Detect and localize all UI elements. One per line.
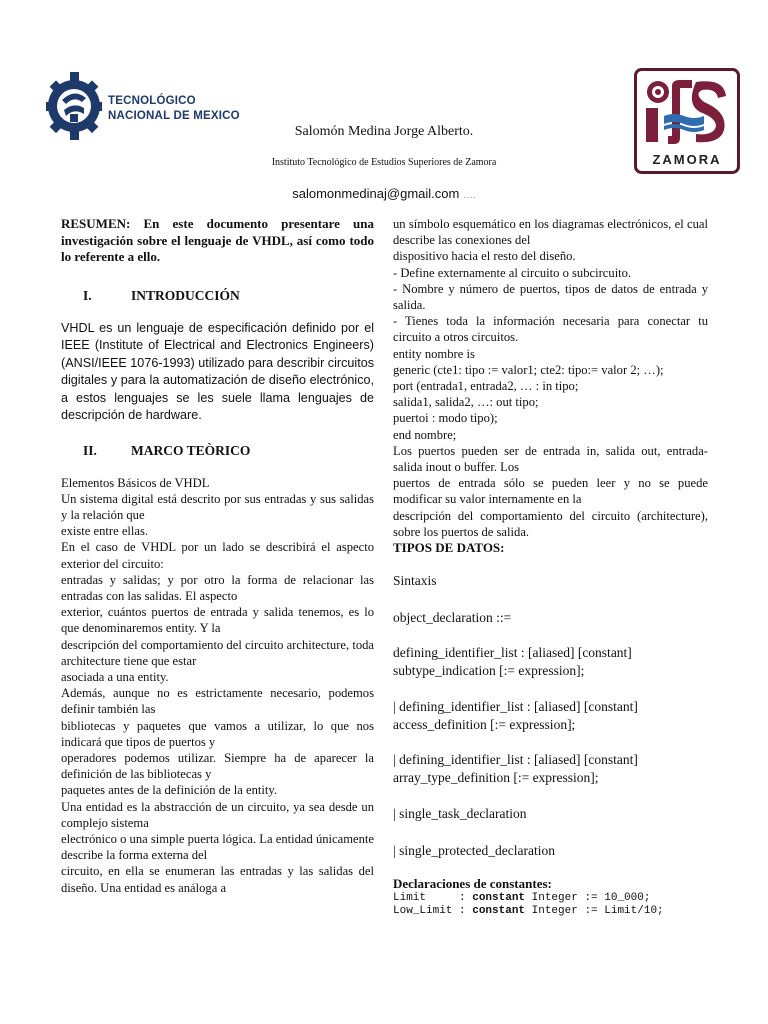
text-line: puertoi : modo tipo); — [393, 411, 498, 426]
code-text: Limit : — [393, 892, 473, 905]
text-line: Un sistema digital está descrito por sus entradas y sus salidas y la relación que — [61, 491, 374, 522]
text-line: - Nombre y número de puertos, tipos de datos de entrada y salida. — [393, 281, 708, 313]
tipos-heading: TIPOS DE DATOS: — [393, 540, 505, 556]
text-line: entity nombre is — [393, 346, 475, 361]
tecnm-line2: NACIONAL DE MEXICO — [108, 110, 240, 122]
author-name: Salomón Medina Jorge Alberto. — [294, 124, 474, 139]
intro-paragraph: VHDL es un lenguaje de especificación definido por el IEEE (Institute of Electrical and Electronics Engineers) (ANSI/IEEE 1076-1993) utilizado para describir circuitos digitales y para la automatización de diseño electrónico, a estos lenguajes se les suele llama lenguajes de descripción de hardware. — [61, 320, 374, 422]
right-column — [393, 216, 708, 918]
syntax-line: access_definition [:= expression]; — [393, 716, 576, 732]
code-text: Integer := Limit/10; — [525, 905, 664, 918]
author-email — [0, 186, 768, 201]
zamora-logo-text: ZAMORA — [652, 152, 722, 167]
syntax-line: | defining_identifier_list : [aliased] [constant] — [393, 699, 638, 715]
section-number: I. — [83, 287, 92, 303]
text-line: electrónico o una simple puerta lógica. La entidad únicamente describe la forma externa del — [61, 831, 374, 863]
text-line: salida1, salida2, …: out tipo; — [393, 395, 539, 410]
syntax-line: defining_identifier_list : [aliased] [constant] — [393, 645, 632, 661]
text-line: un símbolo esquemático en los diagramas electrónicos, el cual describe las conexiones del — [393, 217, 708, 248]
email-address: salomonmedinaj@gmail.com — [292, 186, 460, 201]
constantes-heading: Declaraciones de constantes: — [393, 876, 552, 892]
text-line: - Tienes toda la información necesaria para conectar tu circuito a otros circuitos. — [393, 314, 708, 345]
text-line: paquetes antes de la definición de la entity. — [61, 783, 277, 798]
syntax-block — [393, 572, 708, 859]
email-suffix: …. — [462, 190, 476, 201]
text-line: descripción del comportamiento del circuito architecture, toda architecture tiene que estar — [61, 637, 374, 668]
code-text: Low_Limit : — [393, 905, 473, 918]
code-line — [393, 892, 708, 905]
zamora-logo — [634, 68, 740, 174]
text-line: existe entre ellas. — [61, 524, 149, 539]
text-line: end nombre; — [393, 427, 457, 442]
text-line: Una entidad es la abstracción de un circuito, ya sea desde un complejo sistema — [61, 799, 374, 830]
text-line: circuito, en ella se enumeran las entradas y las salidas del diseño. Una entidad es análoga a — [61, 864, 374, 895]
text-line: generic (cte1: tipo := valor1; cte2: tipo:= valor 2; …); — [393, 362, 664, 377]
text-line: port (entrada1, entrada2, … : in tipo; — [393, 379, 579, 394]
section-title: MARCO TEÒRICO — [131, 442, 251, 458]
section-number: II. — [83, 442, 97, 458]
code-line — [393, 905, 708, 918]
text-line: En el caso de VHDL por un lado se describirá el aspecto exterior del circuito: — [61, 540, 374, 571]
left-column — [61, 216, 374, 896]
code-keyword: constant — [472, 905, 526, 918]
section-heading-intro — [61, 288, 374, 304]
sintaxis-label: Sintaxis — [393, 573, 437, 589]
syntax-line: object_declaration ::= — [393, 609, 512, 625]
institute-name: Instituto Tecnológico de Estudios Superiores de Zamora — [271, 157, 497, 168]
code-text: Integer := 10_000; — [525, 892, 651, 905]
text-line: - Define externamente al circuito o subcircuito. — [393, 265, 632, 280]
syntax-line: subtype_indication [:= expression]; — [393, 662, 585, 678]
text-line: Elementos Básicos de VHDL — [61, 475, 210, 490]
code-keyword: constant — [472, 892, 526, 905]
syntax-line: | single_protected_declaration — [393, 842, 556, 858]
text-line: puertos de entrada sólo se pueden leer y no se puede modificar su valor internamente en la — [393, 476, 708, 507]
text-line: bibliotecas y paquetes que vamos a utilizar, lo que nos indicará que tipos de puertos y — [61, 718, 374, 749]
text-line: dispositivo hacia el resto del diseño. — [393, 249, 576, 264]
text-line: operadores podemos utilizar. Siempre ha de aparecer la definición de las bibliotecas y — [61, 750, 374, 782]
section-heading-marco — [61, 443, 374, 459]
tecnm-line1: TECNOLÓGICO — [108, 95, 196, 107]
text-line: exterior, cuántos puertos de entrada y salida tenemos, es lo que denominaremos entity. Y la — [61, 605, 374, 636]
zamora-emblem-icon — [634, 68, 740, 174]
text-line: Los puertos pueden ser de entrada in, salida out, entrada-salida inout o buffer. Los — [393, 443, 708, 475]
marco-paragraph — [61, 475, 374, 896]
text-line: asociada a una entity. — [61, 669, 169, 684]
section-title: INTRODUCCIÓN — [131, 287, 240, 303]
text-line: entradas y salidas; y por otro la forma de relacionar las entradas con las salidas. El aspecto — [61, 572, 374, 603]
syntax-line: | single_task_declaration — [393, 806, 527, 822]
syntax-line: array_type_definition [:= expression]; — [393, 769, 599, 785]
entity-description — [393, 216, 708, 540]
text-line: Además, aunque no es estrictamente necesario, podemos definir también las — [61, 686, 374, 717]
syntax-line: | defining_identifier_list : [aliased] [constant] — [393, 752, 638, 768]
text-line: descripción del comportamiento del circuito (architecture), sobre los puertos de salida. — [393, 508, 708, 539]
abstract: RESUMEN: En este documento presentare una investigación sobre el lenguaje de VHDL, así como todo lo referente a ello. — [61, 216, 374, 264]
tecnm-logo-text — [108, 94, 240, 124]
